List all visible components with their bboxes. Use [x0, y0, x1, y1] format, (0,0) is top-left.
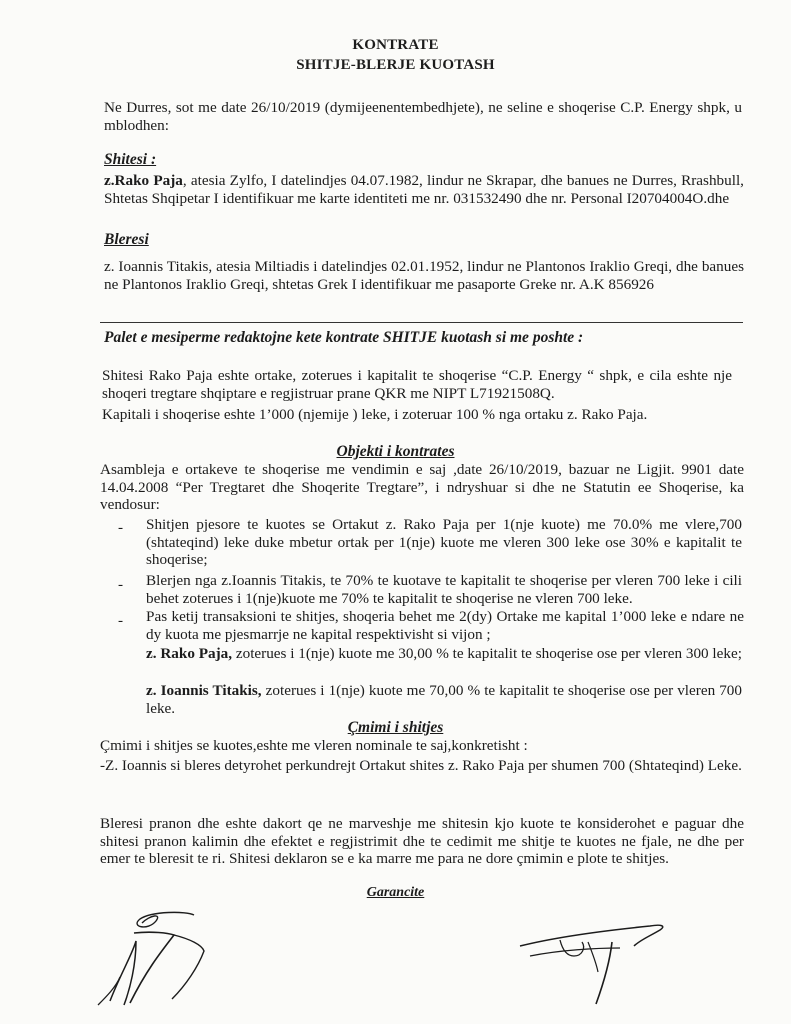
guarantees-heading: Garancite — [366, 885, 425, 900]
buyer-heading: Bleresi — [104, 231, 149, 248]
seller-paragraph — [104, 172, 744, 207]
holder-1 — [146, 645, 742, 663]
document-title: KONTRATE — [352, 37, 439, 53]
holder-2-name: z. Ioannis Titakis, — [146, 682, 262, 699]
buyer-signature — [500, 912, 690, 1012]
price-line-2: -Z. Ioannis si bleres detyrohet perkundrejt Ortakut shites z. Rako Paja per shumen 700 (Shtateqind) Leke. — [100, 757, 742, 774]
bullet-mark: - — [118, 576, 124, 593]
object-item-3: Pas ketij transaksioni te shitjes, shoqeria behet me 2(dy) Ortake me kapital 1’000 leke e ndare ne dy kuota me pjesmarrje ne kapital respektivisht si vijon ; — [146, 608, 744, 643]
intro-paragraph: Ne Durres, sot me date 26/10/2019 (dymijeenentembedhjete), ne seline e shoqerise C.P. Energy shpk, u mblodhen: — [104, 99, 742, 134]
seller-heading: Shitesi : — [104, 151, 157, 168]
capital-paragraph: Kapitali i shoqerise eshte 1’000 (njemije ) leke, i zoteruar 100 % nga ortaku z. Rako Paja. — [102, 406, 648, 423]
parties-heading: Palet e mesiperme redaktojne kete kontrate SHITJE kuotash si me poshte : — [104, 329, 584, 346]
seller-name: z.Rako Paja — [104, 172, 183, 189]
buyer-paragraph: z. Ioannis Titakis, atesia Miltiadis i datelindjes 02.01.1952, lindur ne Plantonos Iraklio Greqi, dhe banues ne Plantonos Iraklio Greqi, shtetas Grek I identifikuar me pasaporte Greke nr. A.K 856926 — [104, 258, 744, 293]
section-divider — [100, 322, 743, 323]
seller-details: , atesia Zylfo, I datelindjes 04.07.1982, lindur ne Skrapar, dhe banues ne Durres, Rrashbull, Shtetas Shqipetar I identifikuar me karte identiteti me nr. 031532490 dhe nr. Personal I20704004O.dhe — [104, 172, 744, 207]
seller-signature — [90, 905, 270, 1015]
bullet-mark: - — [118, 612, 124, 629]
holder-2-details: zoterues i 1(nje) kuote me 70,00 % te kapitalit te shoqerise ose per vleren 700 leke. — [146, 682, 742, 717]
holder-1-details: zoterues i 1(nje) kuote me 30,00 % te kapitalit te shoqerise ose per vleren 300 leke; — [232, 645, 742, 662]
object-item-1: Shitjen pjesore te kuotes se Ortakut z. Rako Paja per 1(nje kuote) me 70.0% me vlere,700 (shtateqind) leke duke mbetur ortak per 1(nje) kuote me vleren 300 leke ose 30% e kapitalit te shoqerise; — [146, 516, 742, 568]
company-paragraph: Shitesi Rako Paja eshte ortake, zoterues i kapitalit te shoqerise “C.P. Energy “ shpk, e cila eshte nje shoqeri tregtare shqiptare e regjistruar prane QKR me NIPT L71921508Q. — [102, 367, 732, 402]
price-heading: Çmimi i shitjes — [347, 719, 444, 736]
bullet-mark: - — [118, 519, 124, 536]
acceptance-paragraph: Bleresi pranon dhe eshte dakort qe ne marveshje me shitesin kjo kuote te konsiderohet e paguar dhe shitesi pranon kalimin dhe efektet e regjistrimit dhe te cedimit me shitje te kuotes ne fjale, ne dhe per emer te bleresit te ri. Shitesi deklaron se e ka marre me para ne dore çmimin e plote te shitjes. — [100, 815, 744, 867]
price-line-1: Çmimi i shitjes se kuotes,eshte me vleren nominale te saj,konkretisht : — [100, 737, 528, 754]
object-heading: Objekti i kontrates — [336, 443, 455, 460]
object-intro: Asambleja e ortakeve te shoqerise me vendimin e saj ,date 26/10/2019, bazuar ne Ligjit. 9901 date 14.04.2008 “Per Tregtaret dhe Shoqerite Tregtare”, i ndryshuar si dhe ne Statutin ee Shoqerise, ka vendosur: — [100, 461, 744, 513]
holder-2 — [146, 682, 742, 717]
object-item-2: Blerjen nga z.Ioannis Titakis, te 70% te kuotave te kapitalit te shoqerise per vleren 700 leke i cili behet zoterues i 1(nje)kuote me 70% te kapitalit te shoqerise ne vleren 700 leke. — [146, 572, 742, 607]
document-subtitle: SHITJE-BLERJE KUOTASH — [296, 57, 495, 73]
holder-1-name: z. Rako Paja, — [146, 645, 233, 662]
